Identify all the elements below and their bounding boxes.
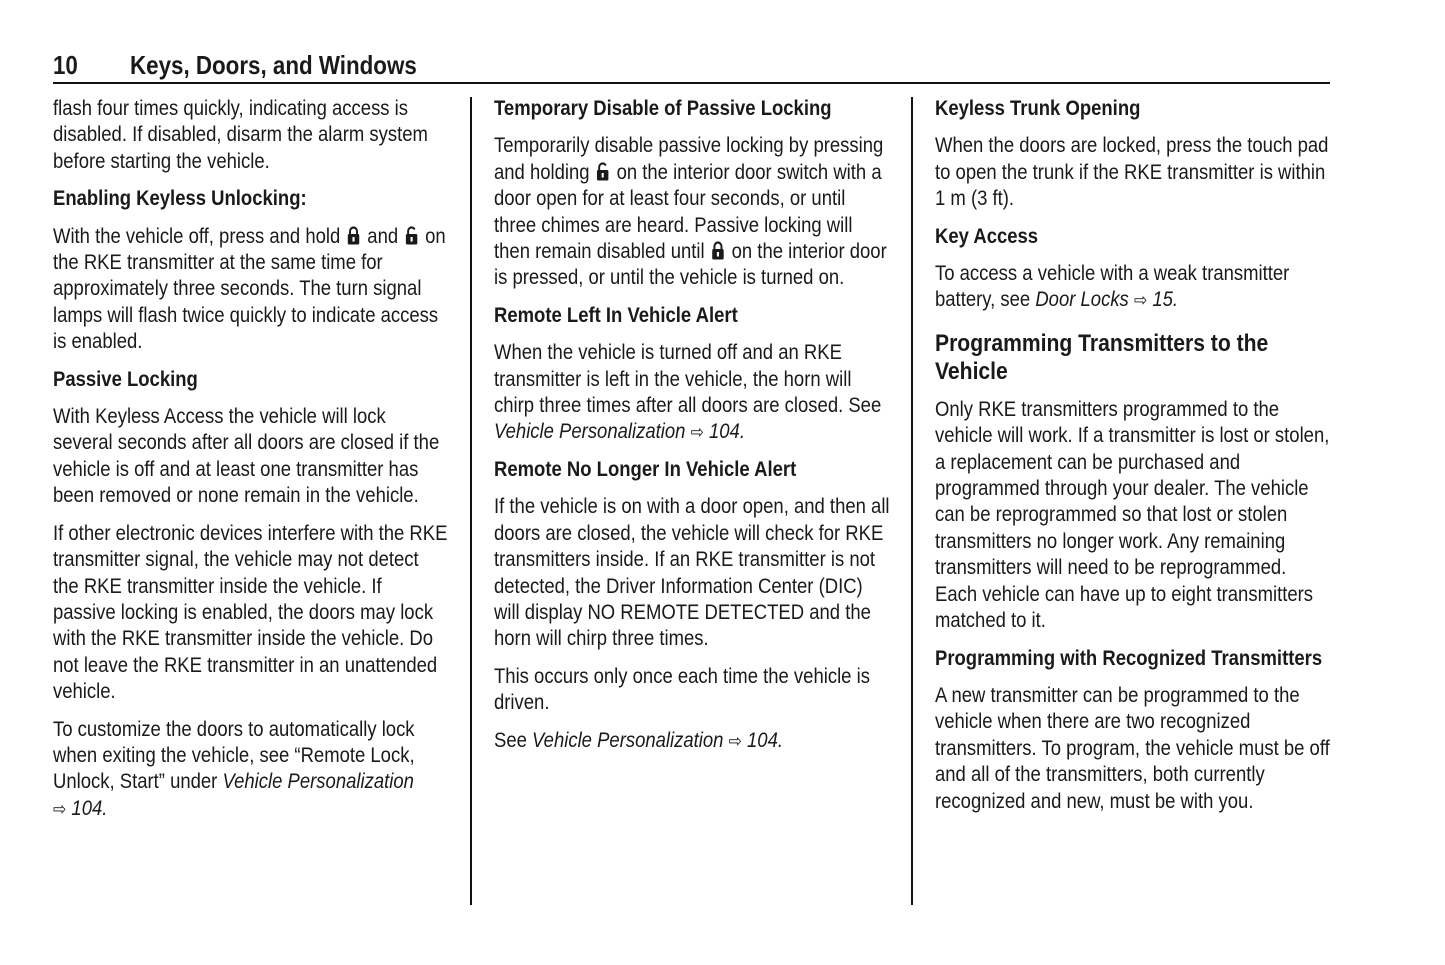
paragraph-customize: To customize the doors to automatically lock when exiting the vehicle, see “Remote Lock, Unlock, Start” under Vehicle Personalization ⇨ 104. bbox=[53, 717, 415, 820]
paragraph: flash four times quickly, indicating access is disabled. If disabled, disarm the alarm system before starting the vehicle. bbox=[53, 97, 428, 173]
cross-reference-link[interactable]: Door Locks bbox=[1035, 288, 1129, 312]
column-2 bbox=[494, 96, 890, 765]
cross-reference-link[interactable]: Vehicle Personalization bbox=[222, 770, 414, 794]
subheading-passive-locking: Passive Locking bbox=[53, 367, 198, 391]
section-title: Keys, Doors, and Windows bbox=[130, 50, 417, 80]
unlock-icon bbox=[596, 162, 609, 181]
column-3 bbox=[935, 96, 1331, 826]
arrow-right-icon: ⇨ bbox=[728, 730, 742, 751]
paragraph-temp: Temporarily disable passive locking by pressing and holding on the interior door switch with a door open for at least four seconds, or until three chimes are heard. Passive locking will then remain disabled until on the interior door is pressed, or until the vehicle is turned on. bbox=[494, 134, 887, 290]
heading-programming-transmitters: Programming Transmitters to the Vehicle bbox=[935, 329, 1269, 385]
page-reference[interactable]: 104. bbox=[708, 420, 745, 444]
paragraph: If the vehicle is on with a door open, and then all doors are closed, the vehicle will check for RKE transmitters inside. If an RKE transmitter is not detected, the Driver Information Center (DIC) will display NO REMOTE DETECTED and the horn will chirp three times. bbox=[494, 495, 890, 651]
page-reference[interactable]: 104. bbox=[747, 728, 783, 752]
lock-icon bbox=[347, 226, 360, 245]
page-number: 10 bbox=[53, 50, 78, 80]
paragraph: Only RKE transmitters programmed to the vehicle will work. If a transmitter is lost or stolen, a replacement can be purchased and programmed through your dealer. The vehicle can be reprogrammed so that lost or stolen transmitters no longer work. Any remaining transmitters will need to be reprogrammed. Each vehicle can have up to eight transmitters matched to it. bbox=[935, 397, 1330, 633]
arrow-right-icon: ⇨ bbox=[53, 798, 67, 819]
page-reference[interactable]: 104. bbox=[71, 796, 108, 820]
column-divider bbox=[911, 97, 913, 905]
column-divider bbox=[470, 97, 472, 905]
page-reference[interactable]: 15. bbox=[1152, 288, 1179, 312]
subheading-key-access: Key Access bbox=[935, 224, 1039, 248]
subheading-temporary-disable: Temporary Disable of Passive Locking bbox=[494, 97, 832, 120]
cross-reference-link[interactable]: Vehicle Personalization bbox=[532, 728, 724, 752]
paragraph: A new transmitter can be programmed to the vehicle when there are two recognized transmitters. To program, the vehicle must be off and all of the transmitters, both currently recognized and new, must be with you. bbox=[935, 683, 1330, 813]
arrow-right-icon: ⇨ bbox=[1133, 290, 1148, 311]
paragraph: If other electronic devices interfere with the RKE transmitter signal, the vehicle may not detect the RKE transmitter inside the vehicle. If passive locking is enabled, the doors may lock with the RKE transmitter inside the vehicle. Do not leave the RKE transmitter in an unattended vehicle. bbox=[53, 521, 448, 704]
paragraph-enable: With the vehicle off, press and hold and on the RKE transmitter at the same time for approximately three seconds. The turn signal lamps will flash twice quickly to indicate access is enabled. bbox=[53, 224, 446, 354]
page-header bbox=[53, 48, 1330, 84]
column-1 bbox=[53, 96, 449, 833]
paragraph: With Keyless Access the vehicle will lock several seconds after all doors are closed if the vehicle is off and at least one transmitter has been removed or none remain in the vehicle. bbox=[53, 405, 440, 508]
subheading-enabling-keyless-unlocking: Enabling Keyless Unlocking: bbox=[53, 187, 307, 211]
arrow-right-icon: ⇨ bbox=[690, 422, 704, 443]
paragraph: When the doors are locked, press the touch pad to open the trunk if the RKE transmitter is within 1 m (3 ft). bbox=[935, 134, 1329, 211]
unlock-icon bbox=[405, 226, 418, 245]
subheading-remote-left-alert: Remote Left In Vehicle Alert bbox=[494, 303, 738, 327]
paragraph-left: When the vehicle is turned off and an RKE transmitter is left in the vehicle, the horn will chirp three times after all doors are closed. See Vehicle Personalization ⇨ 104. bbox=[494, 341, 882, 444]
paragraph-key: To access a vehicle with a weak transmitter battery, see Door Locks ⇨ 15. bbox=[935, 262, 1290, 312]
lock-icon bbox=[712, 241, 725, 260]
paragraph-see: See Vehicle Personalization ⇨ 104. bbox=[494, 728, 783, 752]
paragraph: This occurs only once each time the vehicle is driven. bbox=[494, 664, 870, 715]
subheading-programming-recognized: Programming with Recognized Transmitters bbox=[935, 646, 1323, 670]
subheading-remote-no-longer-alert: Remote No Longer In Vehicle Alert bbox=[494, 457, 797, 481]
cross-reference-link[interactable]: Vehicle Personalization bbox=[494, 420, 686, 444]
subheading-keyless-trunk-opening: Keyless Trunk Opening bbox=[935, 97, 1141, 120]
